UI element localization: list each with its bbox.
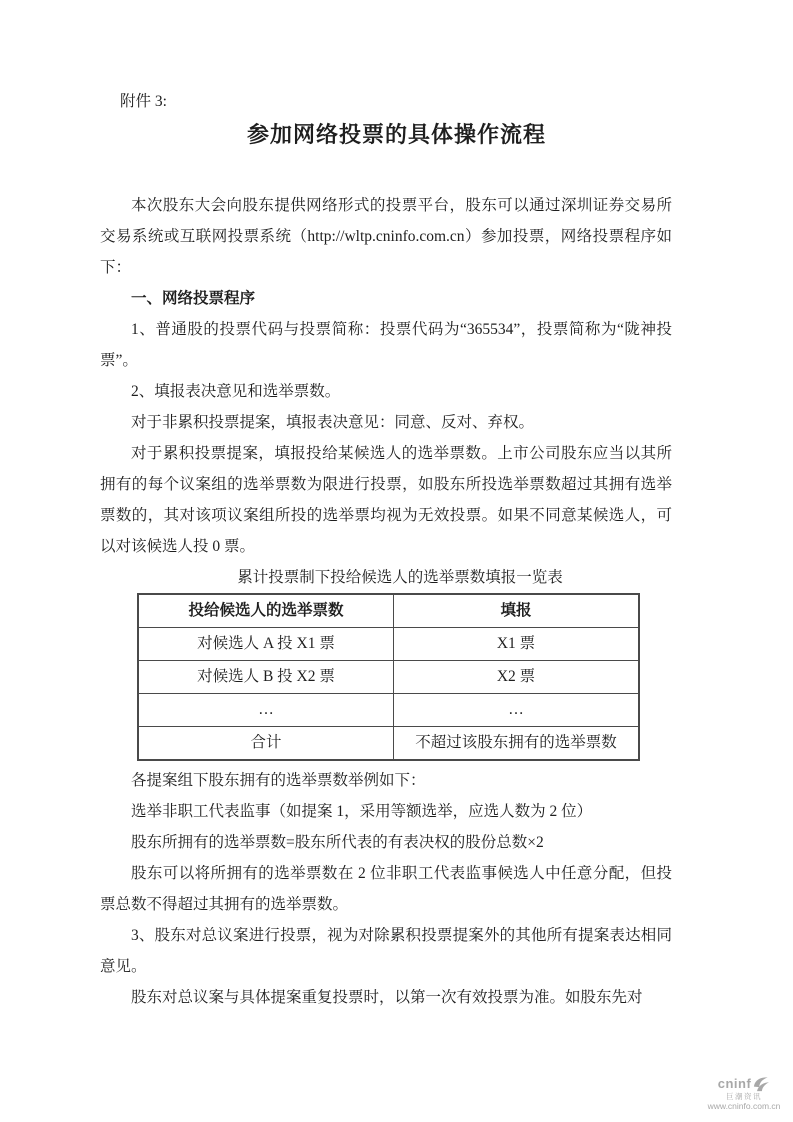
cninfo-swirl-icon (752, 1076, 770, 1092)
vote-fill-table (137, 593, 640, 761)
cninfo-url: www.cninfo.com.cn (707, 1101, 781, 1112)
cninfo-logo (698, 1076, 790, 1112)
attachment-label: 附件 3: (120, 93, 167, 110)
paragraph-cumulative: 对于累积投票提案，填报投给某候选人的选举票数。上市公司股东应当以其所拥有的每个议案组的选举票数为限进行投票，如股东所投选举票数超过其拥有选举票数的，其对该项议案组所投的选举票均视为无效投票。如果不同意某候选人，可以对该候选人投 0 票。 (100, 445, 672, 555)
document-title: 参加网络投票的具体操作流程 (246, 122, 546, 147)
table-cell: 不超过该股东拥有的选举票数 (394, 727, 640, 761)
paragraph-repeat-vote: 股东对总议案与具体提案重复投票时，以第一次有效投票为准。如股东先对 (131, 989, 643, 1006)
table-title: 累计投票制下投给候选人的选举票数填报一览表 (237, 569, 563, 586)
paragraph-example-intro: 各提案组下股东拥有的选举票数举例如下： (131, 772, 426, 789)
cninfo-brand-row (698, 1076, 790, 1092)
table-row (138, 661, 639, 694)
table-cell: X1 票 (394, 628, 640, 661)
table-cell: 对候选人 A 投 X1 票 (138, 628, 394, 661)
table-cell: … (394, 694, 640, 727)
table-header-row (138, 594, 639, 628)
paragraph-general-proposal: 3、股东对总议案进行投票，视为对除累积投票提案外的其他所有提案表达相同意见。 (100, 927, 672, 975)
paragraph-fill-opinion: 2、填报表决意见和选举票数。 (131, 383, 341, 400)
table-cell: 合计 (138, 727, 394, 761)
cninfo-brand-text: cninf (717, 1075, 752, 1091)
paragraph-intro: 本次股东大会向股东提供网络形式的投票平台，股东可以通过深圳证券交易所交易系统或互联网投票系统（http://wltp.cninfo.com.cn）参加投票，网络投票程序如下： (100, 197, 672, 276)
section-heading-voting-procedure: 一、网络投票程序 (131, 290, 256, 307)
table-row (138, 727, 639, 761)
paragraph-example-formula: 股东所拥有的选举票数=股东所代表的有表决权的股份总数×2 (131, 834, 544, 851)
table-header-votes: 投给候选人的选举票数 (138, 594, 394, 628)
table-cell: 对候选人 B 投 X2 票 (138, 661, 394, 694)
paragraph-example-allocation: 股东可以将所拥有的选举票数在 2 位非职工代表监事候选人中任意分配，但投票总数不得超过其拥有的选举票数。 (100, 865, 672, 913)
paragraph-non-cumulative: 对于非累积投票提案，填报表决意见：同意、反对、弃权。 (131, 414, 535, 431)
table-cell: X2 票 (394, 661, 640, 694)
paragraph-voting-code: 1、普通股的投票代码与投票简称：投票代码为“365534”，投票简称为“陇神投票”。 (100, 321, 672, 369)
table-header-fill: 填报 (394, 594, 640, 628)
cninfo-brand-cn: 巨潮资讯 (726, 1092, 762, 1101)
paragraph-example-election: 选举非职工代表监事（如提案 1，采用等额选举，应选人数为 2 位） (131, 803, 593, 820)
table-row (138, 694, 639, 727)
table-row (138, 628, 639, 661)
document-body (100, 190, 672, 1013)
table-cell: … (138, 694, 394, 727)
